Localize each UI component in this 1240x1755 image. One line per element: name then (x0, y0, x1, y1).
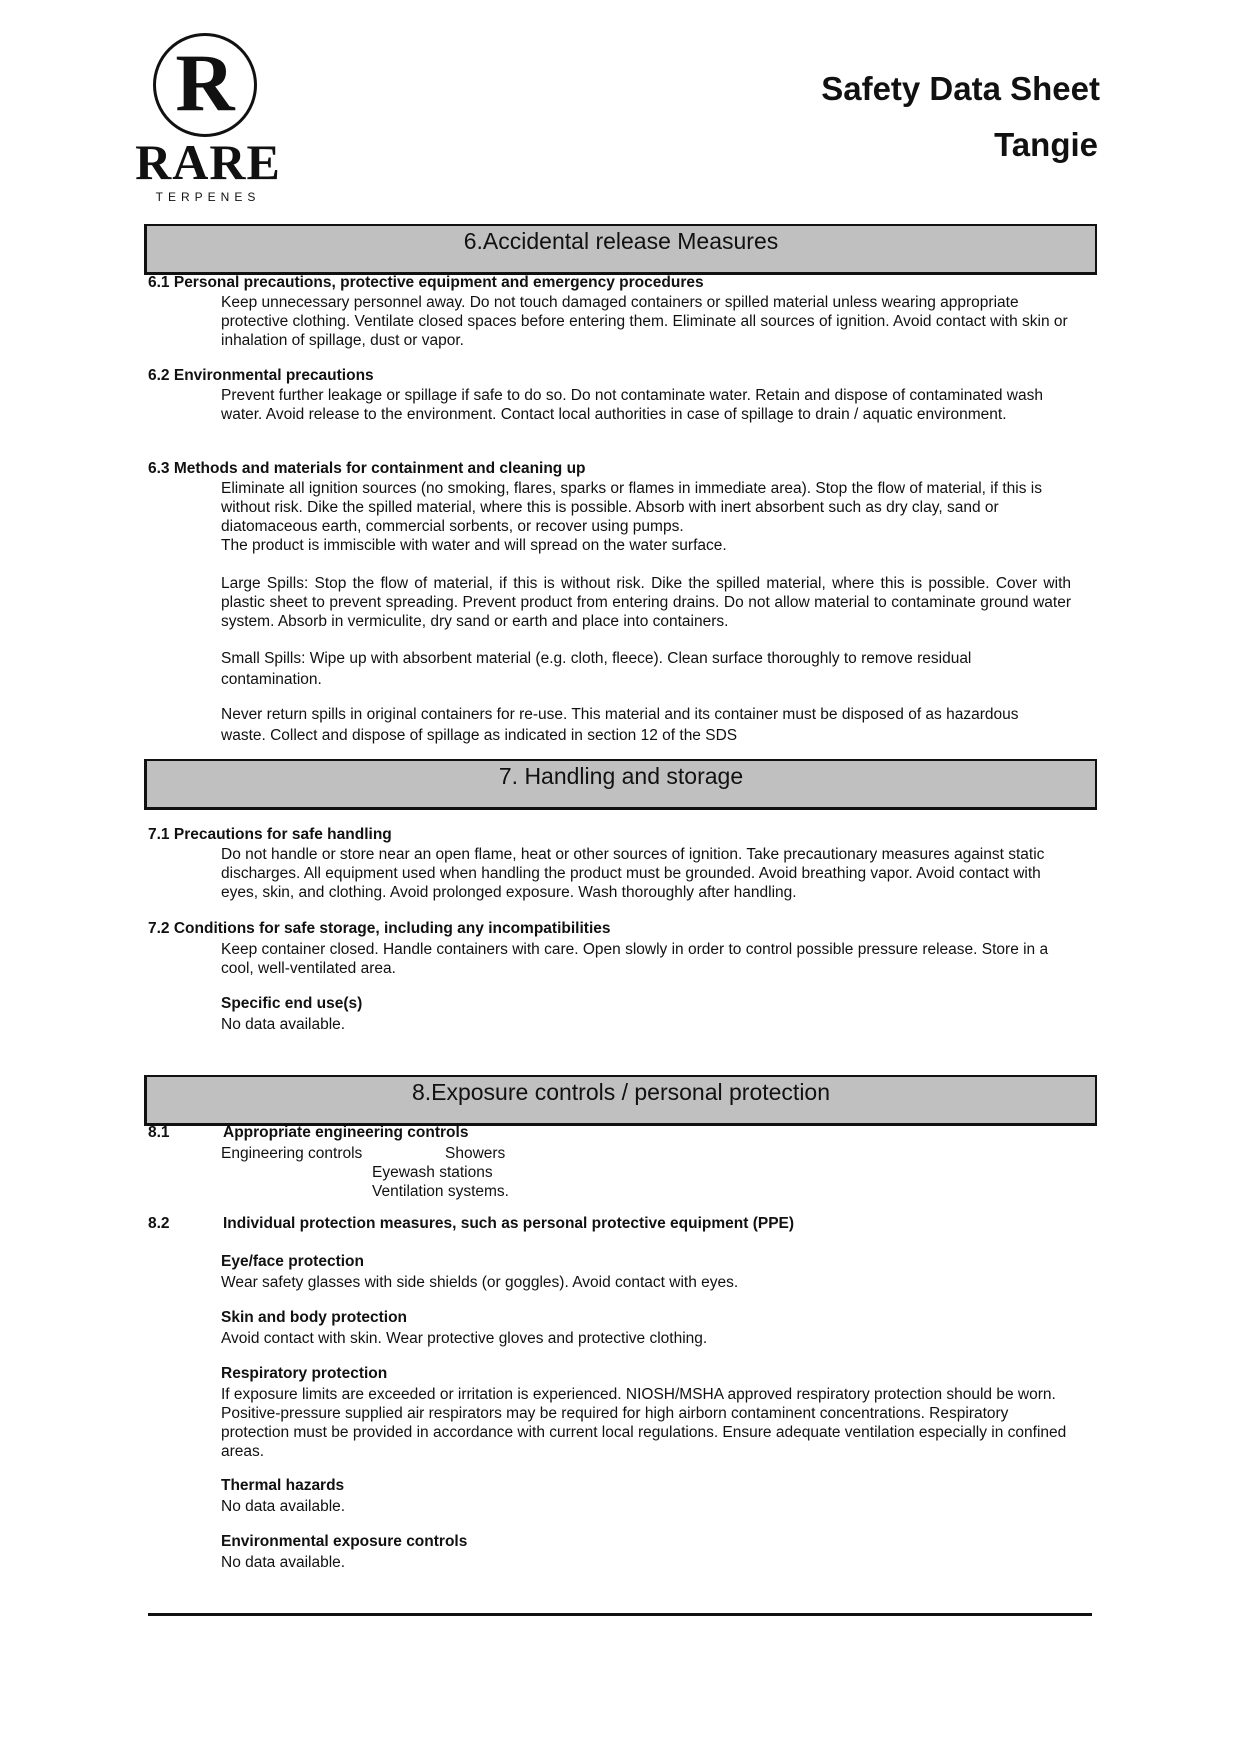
subsection-6-1-text: Keep unnecessary personnel away. Do not touch damaged containers or spilled material unless wearing appropriate protective clothing. Ventilate closed spaces before entering them. Eliminate all sources of ignition. Avoid contact with skin or inhalation of spillage, dust or vapor. (221, 294, 1068, 349)
environmental-exposure-heading: Environmental exposure controls (221, 1533, 468, 1550)
section-8-header: 8.Exposure controls / personal protection (144, 1075, 1097, 1126)
logo-subtitle: TERPENES (155, 190, 261, 204)
thermal-hazards-text: No data available. (221, 1498, 346, 1515)
subsection-7-1-heading: 7.1 Precautions for safe handling (148, 826, 392, 843)
document-title: Safety Data Sheet (821, 70, 1100, 107)
subsection-6-3-heading: 6.3 Methods and materials for containment and cleaning up (148, 460, 586, 477)
subsection-8-1-heading: Appropriate engineering controls (223, 1124, 469, 1141)
company-logo (128, 30, 288, 204)
subsection-8-2-heading: Individual protection measures, such as personal protective equipment (PPE) (223, 1215, 795, 1232)
eye-face-protection-heading: Eye/face protection (221, 1253, 364, 1270)
subsection-6-3-immiscible: The product is immiscible with water and will spread on the water surface. (221, 537, 727, 554)
eye-face-protection-text: Wear safety glasses with side shields (or goggles). Avoid contact with eyes. (221, 1274, 739, 1291)
skin-body-protection-text: Avoid contact with skin. Wear protective gloves and protective clothing. (221, 1330, 708, 1347)
thermal-hazards-heading: Thermal hazards (221, 1477, 345, 1494)
section-6-header: 6.Accidental release Measures (144, 224, 1097, 275)
subsection-7-2-heading: 7.2 Conditions for safe storage, including any incompatibilities (148, 920, 611, 937)
small-spills-text: Small Spills: Wipe up with absorbent material (e.g. cloth, fleece). Clean surface thoroughly to remove residual contamination. (221, 650, 972, 688)
logo-monogram: R (175, 37, 235, 128)
engineering-control-eyewash: Eyewash stations (372, 1164, 493, 1181)
specific-end-use-heading: Specific end use(s) (221, 995, 363, 1012)
subsection-8-1-number: 8.1 (148, 1124, 170, 1141)
product-name: Tangie (994, 126, 1098, 163)
engineering-controls-label: Engineering controls (221, 1145, 363, 1162)
large-spills-text: Large Spills: Stop the flow of material, if this is without risk. Dike the spilled material, where this is possible. Cover with plastic sheet to prevent spreading. Prevent product from entering drains. Do not allow material to contaminate ground water system. Absorb in vermiculite, dry sand or earth and place into containers. (221, 575, 1071, 630)
engineering-control-showers: Showers (445, 1145, 506, 1162)
subsection-8-2-number: 8.2 (148, 1215, 170, 1232)
subsection-6-1-heading: 6.1 Personal precautions, protective equipment and emergency procedures (148, 274, 704, 291)
subsection-7-2-text: Keep container closed. Handle containers with care. Open slowly in order to control possible pressure release. Store in a cool, well-ventilated area. (221, 941, 1049, 977)
disposal-text: Never return spills in original containers for re-use. This material and its container must be disposed of as hazardous waste. Collect and dispose of spillage as indicated in section 12 of the SDS (221, 706, 1019, 744)
subsection-6-2-heading: 6.2 Environmental precautions (148, 367, 374, 384)
specific-end-use-text: No data available. (221, 1016, 346, 1033)
environmental-exposure-text: No data available. (221, 1554, 346, 1571)
respiratory-protection-text: If exposure limits are exceeded or irritation is experienced. NIOSH/MSHA approved respiratory protection should be worn. Positive-pressure supplied air respirators may be required for high airborn contaminent concentrations. Respiratory protection must be provided in accordance with current local regulations. Ensure adequate ventilation especially in confined areas. (221, 1386, 1067, 1460)
footer-divider (148, 1613, 1092, 1616)
logo-wordmark: RARE (135, 134, 281, 190)
section-7-header: 7. Handling and storage (144, 759, 1097, 810)
subsection-6-3-text: Eliminate all ignition sources (no smoking, flares, sparks or flames in immediate area). Stop the flow of material, if this is without risk. Dike the spilled material, where this is possible. Absorb with inert absorbent such as dry clay, sand or diatomaceous earth, commercial sorbents, or recover using pumps. (221, 480, 1042, 535)
engineering-control-ventilation: Ventilation systems. (372, 1183, 509, 1200)
skin-body-protection-heading: Skin and body protection (221, 1309, 408, 1326)
subsection-7-1-text: Do not handle or store near an open flame, heat or other sources of ignition. Take precautionary measures against static discharges. All equipment used when handling the product must be grounded. Avoid breathing vapor. Avoid contact with eyes, skin, and clothing. Avoid prolonged exposure. Wash thoroughly after handling. (221, 846, 1045, 901)
subsection-6-2-text: Prevent further leakage or spillage if safe to do so. Do not contaminate water. Retain and dispose of contaminated wash water. Avoid release to the environment. Contact local authorities in case of spillage to drain / aquatic environment. (221, 387, 1043, 423)
respiratory-protection-heading: Respiratory protection (221, 1365, 388, 1382)
